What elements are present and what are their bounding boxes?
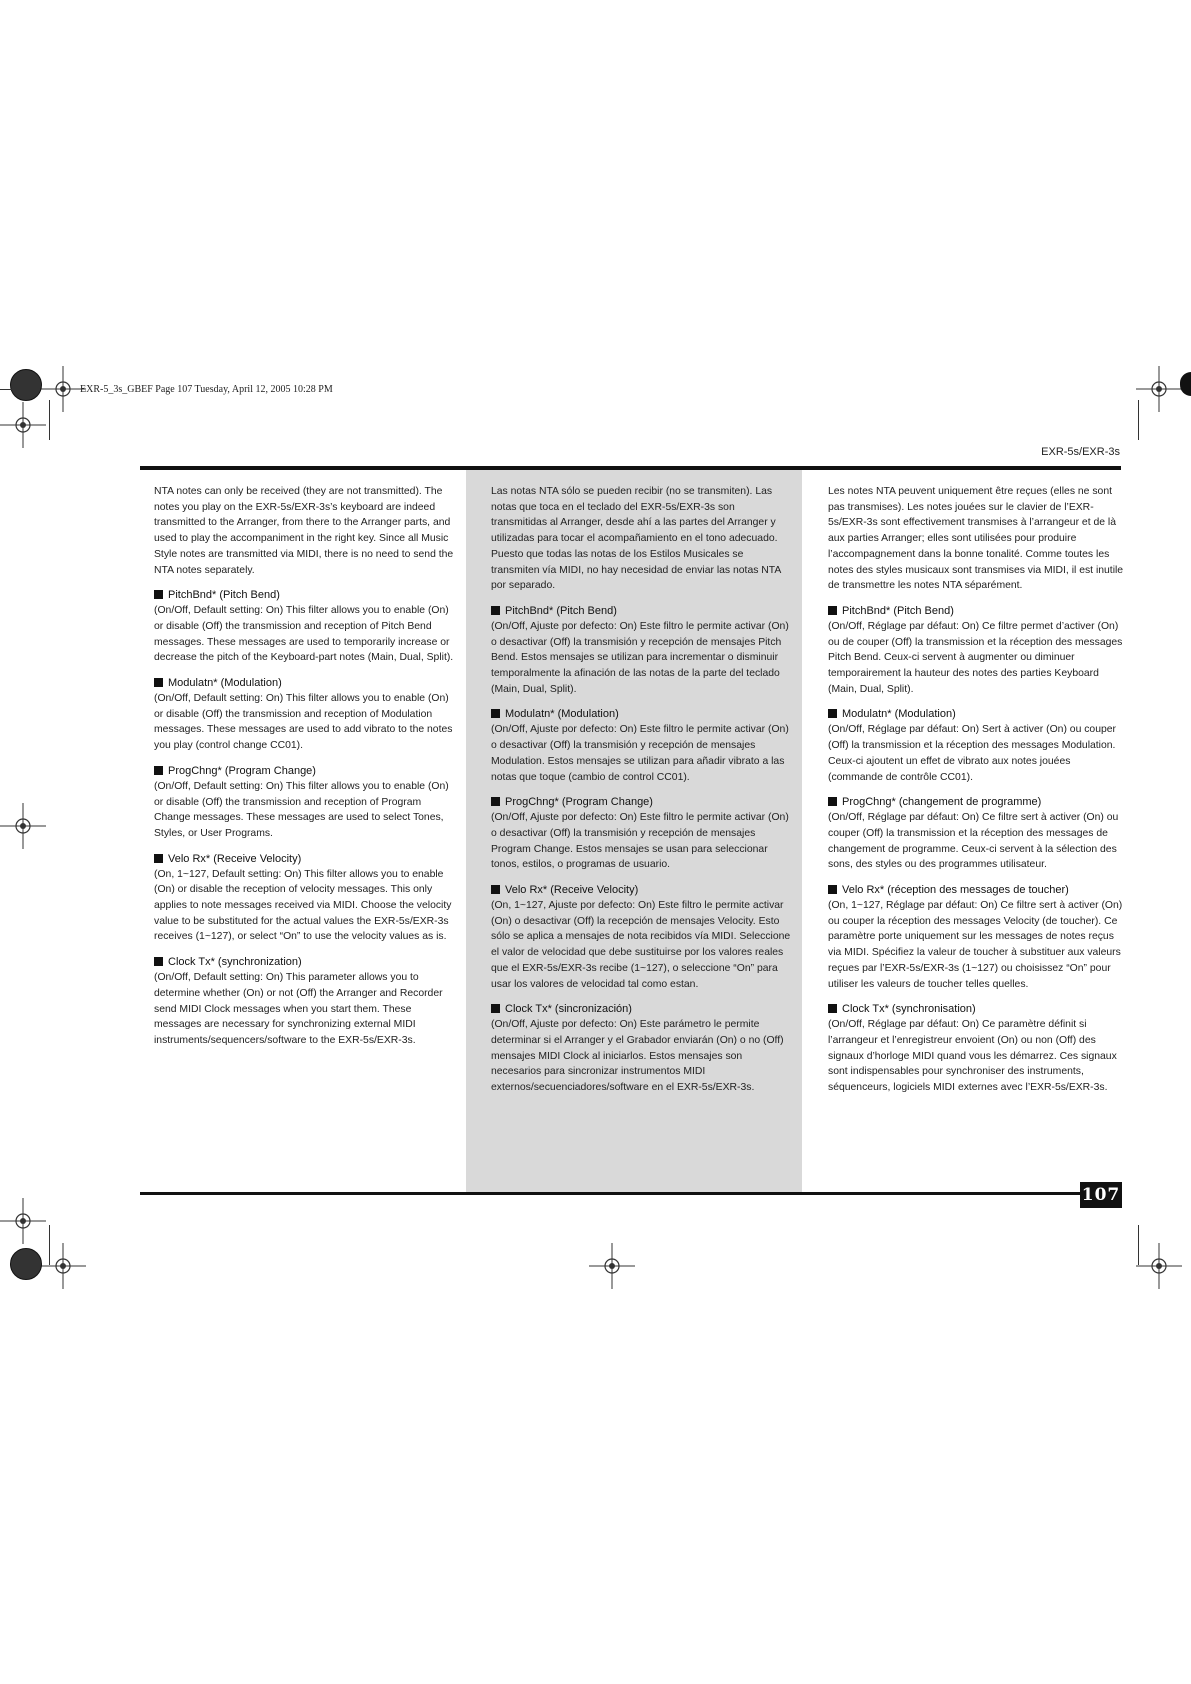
crop-mark: [49, 1225, 50, 1265]
column-intro: Les notes NTA peuvent uniquement être reçues (elles ne sont pas transmises). Les notes jouées sur le clavier de l’EXR-5s/EXR-3s sont effectivement transmises à l’arrangeur et de là aux parties Arranger; elles sont utilisées pour produire l’accompagnement dans la bonne tonalité. Comme toutes les notes des styles musicaux sont transmises via MIDI, il est inutile de transmettre les notes NTA séparément.: [828, 486, 1124, 592]
section-body: (On, 1~127, Ajuste por defecto: On) Este filtro le permite activar (On) o desactivar (Off) la recepción de mensajes Velocity. Esto sólo se aplica a mensajes de nota recibidos vía MIDI. Seleccione el valor de velocidad que debe sustituirse por los valores reales que el EXR-5s/EXR-3s recibe (1~127), o seleccione “On” para usar los valores de velocidad tal como estan.: [491, 900, 791, 990]
section-heading: Velo Rx* (réception des messages de toucher): [828, 883, 1128, 898]
section-heading: PitchBnd* (Pitch Bend): [154, 588, 454, 603]
page-number-box: [1080, 1182, 1122, 1208]
section-body: (On/Off, Réglage par défaut: On) Ce filtre sert à activer (On) ou couper (Off) la transmission et la réception des messages de changement de programme. Ceux-ci servent à la sélection des sons, des styles ou des programmes utilisateur.: [828, 812, 1119, 871]
section-heading: Modulatn* (Modulation): [828, 707, 1128, 722]
section-body: (On/Off, Réglage par défaut: On) Ce paramètre définit si l’arrangeur et l’enregistreur envoient (On) ou non (Off) des signaux d’horloge MIDI quand vous les démarrez. Ces signaux sont indispensables pour synchroniser des instruments, séquenceurs, logiciels MIDI externes avec l’EXR-5s/EXR-3s.: [828, 1019, 1117, 1094]
section-body: (On/Off, Ajuste por defecto: On) Este parámetro le permite determinar si el Arranger y el Grabador enviarán (On) o no (Off) mensajes MIDI Clock al iniciarlos. Estos mensajes son necesarios para sincronizar instrumentos MIDI externos/secuenciadores/software en el EXR-5s/EXR-3s.: [491, 1019, 784, 1094]
section-body: (On, 1~127, Default setting: On) This filter allows you to enable (On) or disable the reception of velocity messages. This only applies to note messages received via MIDI. Choose the velocity value to be substituted for the actual values the EXR-5s/EXR-3s receives (1~127), or select “On” to use the velocity values as is.: [154, 868, 452, 943]
section: [154, 676, 454, 754]
section-heading: Modulatn* (Modulation): [491, 707, 791, 722]
section: [491, 707, 791, 785]
registration-mark-icon: [40, 1243, 86, 1289]
crop-mark: [1138, 400, 1139, 440]
section-body: (On/Off, Ajuste por defecto: On) Este filtro le permite activar (On) o desactivar (Off) la transmisión y recepción de mensajes Program Change. Estos mensajes se usan para seleccionar tonos, estilos, o programas de usuario.: [491, 812, 789, 871]
square-bullet-icon: [154, 766, 163, 775]
section: [154, 588, 454, 666]
printer-slug: EXR-5_3s_GBEF Page 107 Tuesday, April 12, 2005 10:28 PM: [80, 384, 333, 395]
running-head: EXR-5s/EXR-3s: [1041, 446, 1120, 458]
section: [491, 604, 791, 698]
section: [828, 883, 1128, 992]
square-bullet-icon: [491, 885, 500, 894]
section-body: (On/Off, Ajuste por defecto: On) Este filtro le permite activar (On) o desactivar (Off) la transmisión y recepción de mensajes Pitch Bend. Estos mensajes se utilizan para incrementar o disminuir temporalmente la afinación de las notas de la parte del teclado (Main, Dual, Split).: [491, 620, 789, 695]
registration-mark-icon: [1136, 366, 1182, 412]
section-heading: Clock Tx* (synchronization): [154, 955, 454, 970]
section-heading: Clock Tx* (sincronización): [491, 1002, 791, 1017]
registration-mark-icon: [589, 1243, 635, 1289]
registration-mark-icon: [0, 402, 46, 448]
calibration-circle-icon: [10, 1248, 42, 1280]
square-bullet-icon: [828, 885, 837, 894]
square-bullet-icon: [154, 590, 163, 599]
section: [828, 1002, 1128, 1096]
column-intro: Las notas NTA sólo se pueden recibir (no se transmiten). Las notas que toca en el teclado del EXR-5s/EXR-3s son transmitidas al Arranger, desde ahí a las partes del Arranger y utilizadas para tocar el acompañamiento en el tono adecuado. Puesto que todas las notas de los Estilos Musicales se transmiten vía MIDI, no hay necesidad de enviar las notas NTA por separado.: [491, 486, 781, 592]
section: [828, 604, 1128, 698]
registration-mark-icon: [40, 366, 86, 412]
section-heading: ProgChng* (Program Change): [154, 764, 454, 779]
column-spanish: [491, 484, 791, 1106]
square-bullet-icon: [491, 606, 500, 615]
section-body: (On/Off, Réglage par défaut: On) Ce filtre permet d’activer (On) ou de couper (Off) la transmission et la réception des messages Pitch Bend. Ceux-ci servent à augmenter ou diminuer temporairement la hauteur des notes des parties Keyboard (Main, Dual, Split).: [828, 620, 1123, 695]
section: [491, 795, 791, 873]
section-body: (On, 1~127, Réglage par défaut: On) Ce filtre sert à activer (On) ou couper la réception des messages Velocity (de toucher). Ce paramètre porte uniquement sur les messages de notes reçus via MIDI. Spécifiez la valeur de toucher à substituer aux valeurs reçues par l’EXR-5s/EXR-3s (1~127) ou choisissez “On” pour utiliser les valeurs de toucher telles quelles.: [828, 900, 1123, 990]
column-french: [828, 484, 1128, 1106]
crop-mark: [0, 389, 36, 390]
section-heading: Modulatn* (Modulation): [154, 676, 454, 691]
section: [154, 764, 454, 842]
section: [154, 955, 454, 1049]
section-body: (On/Off, Default setting: On) This filter allows you to enable (On) or disable (Off) the transmission and reception of Pitch Bend messages. These messages are used to temporarily increase or decrease the pitch of the Keyboard-part notes (Main, Dual, Split).: [154, 605, 454, 664]
page-number: 107: [1081, 1185, 1121, 1205]
square-bullet-icon: [491, 797, 500, 806]
registration-mark-icon: [0, 803, 46, 849]
registration-mark-icon: [0, 1198, 46, 1244]
square-bullet-icon: [828, 1004, 837, 1013]
section: [154, 852, 454, 946]
registration-mark-icon: [1136, 1243, 1182, 1289]
square-bullet-icon: [828, 606, 837, 615]
section: [491, 1002, 791, 1096]
square-bullet-icon: [491, 709, 500, 718]
section-body: (On/Off, Default setting: On) This parameter allows you to determine whether (On) or not (Off) the Arranger and Recorder send MIDI Clock messages when you start them. These messages are necessary for synchronizing external MIDI instruments/sequencers/software to the EXR-5s/EXR-3s.: [154, 972, 443, 1046]
crop-mark: [49, 400, 50, 440]
section-heading: ProgChng* (Program Change): [491, 795, 791, 810]
section-body: (On/Off, Default setting: On) This filter allows you to enable (On) or disable (Off) the transmission and reception of Program Change messages. These messages are used to select Tones, Styles, or User Programs.: [154, 780, 449, 839]
section-body: (On/Off, Default setting: On) This filter allows you to enable (On) or disable (Off) the transmission and reception of Modulation messages. These messages are used to add vibrato to the notes you play (control change CC01).: [154, 693, 453, 752]
section-heading: Clock Tx* (synchronisation): [828, 1002, 1128, 1017]
square-bullet-icon: [828, 797, 837, 806]
column-english: [154, 484, 454, 1059]
column-intro: NTA notes can only be received (they are not transmitted). The notes you play on the EXR-5s/EXR-3s’s keyboard are indeed transmitted to the Arranger, from there to the Arranger parts, and used to play the accompaniment in the right key. Since all Music Style notes are transmitted via MIDI, there is no need to send the NTA notes separately.: [154, 486, 454, 576]
section-body: (On/Off, Réglage par défaut: On) Sert à activer (On) ou couper (Off) la transmission et la réception des messages Modulation. Ceux-ci ajoutent un effet de vibrato aux notes jouées (commande de contrôle CC01).: [828, 724, 1117, 783]
section: [828, 795, 1128, 873]
square-bullet-icon: [828, 709, 837, 718]
square-bullet-icon: [154, 678, 163, 687]
square-bullet-icon: [154, 957, 163, 966]
section: [491, 883, 791, 992]
section-heading: Velo Rx* (Receive Velocity): [491, 883, 791, 898]
section: [828, 707, 1128, 785]
section-heading: PitchBnd* (Pitch Bend): [491, 604, 791, 619]
bottom-rule: [140, 1192, 1080, 1195]
section-heading: ProgChng* (changement de programme): [828, 795, 1128, 810]
square-bullet-icon: [491, 1004, 500, 1013]
calibration-circle-icon: [10, 369, 42, 401]
crop-mark: [1138, 1225, 1139, 1265]
section-body: (On/Off, Ajuste por defecto: On) Este filtro le permite activar (On) o desactivar (Off) la transmisión y recepción de mensajes Modulation. Estos mensajes se utilizan para añadir vibrato a las notas que toque (cambio de control CC01).: [491, 724, 789, 783]
square-bullet-icon: [154, 854, 163, 863]
section-heading: Velo Rx* (Receive Velocity): [154, 852, 454, 867]
section-heading: PitchBnd* (Pitch Bend): [828, 604, 1128, 619]
